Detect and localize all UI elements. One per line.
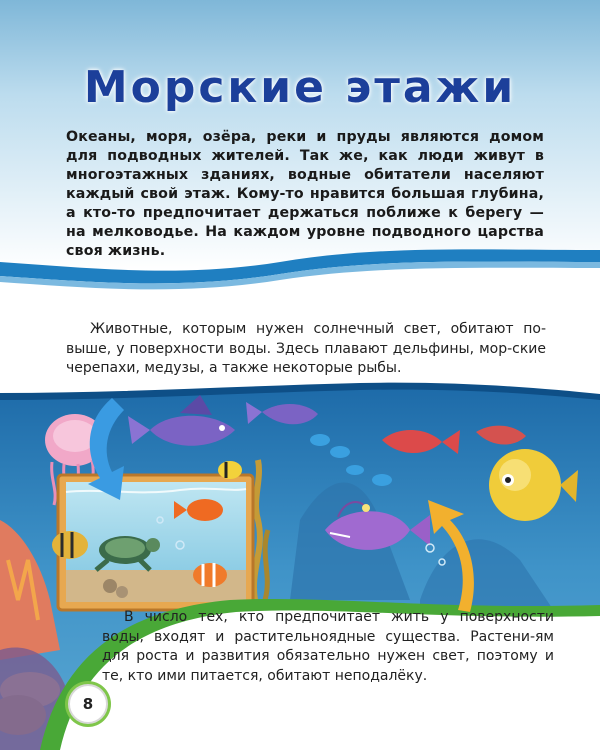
page-number: 8 <box>68 684 108 724</box>
clownfish-icon <box>193 563 227 587</box>
intro-paragraph: Океаны, моря, озёра, реки и пруды являются домом для подводных жителей. Так же, как люди живут в многоэтажных зданиях, водные обитатели населяют каждый свой этаж. Кому-то нравится большая глубина, а кто-то предпочитает держаться поближе к берегу — на мелководье. На каждом уровне подводного царства своя жизнь. <box>66 129 544 259</box>
small-fish-icon <box>218 461 242 479</box>
striped-fish-icon <box>52 531 88 559</box>
body-paragraph-2: В число тех, кто предпочитает жить у поверхности воды, входят и растительноядные существа. Растени-ям для роста и развития обязательно нужен свет, поэтому и те, кто ими питается, обитают неподалёку. <box>102 609 554 684</box>
body-paragraph-1: Животные, которым нужен солнечный свет, обитают по-выше, у поверхности воды. Здесь плавают дельфины, мор-ские черепахи, медузы, а также некоторые рыбы. <box>66 321 546 376</box>
page-title: Морские этажи <box>83 62 517 113</box>
